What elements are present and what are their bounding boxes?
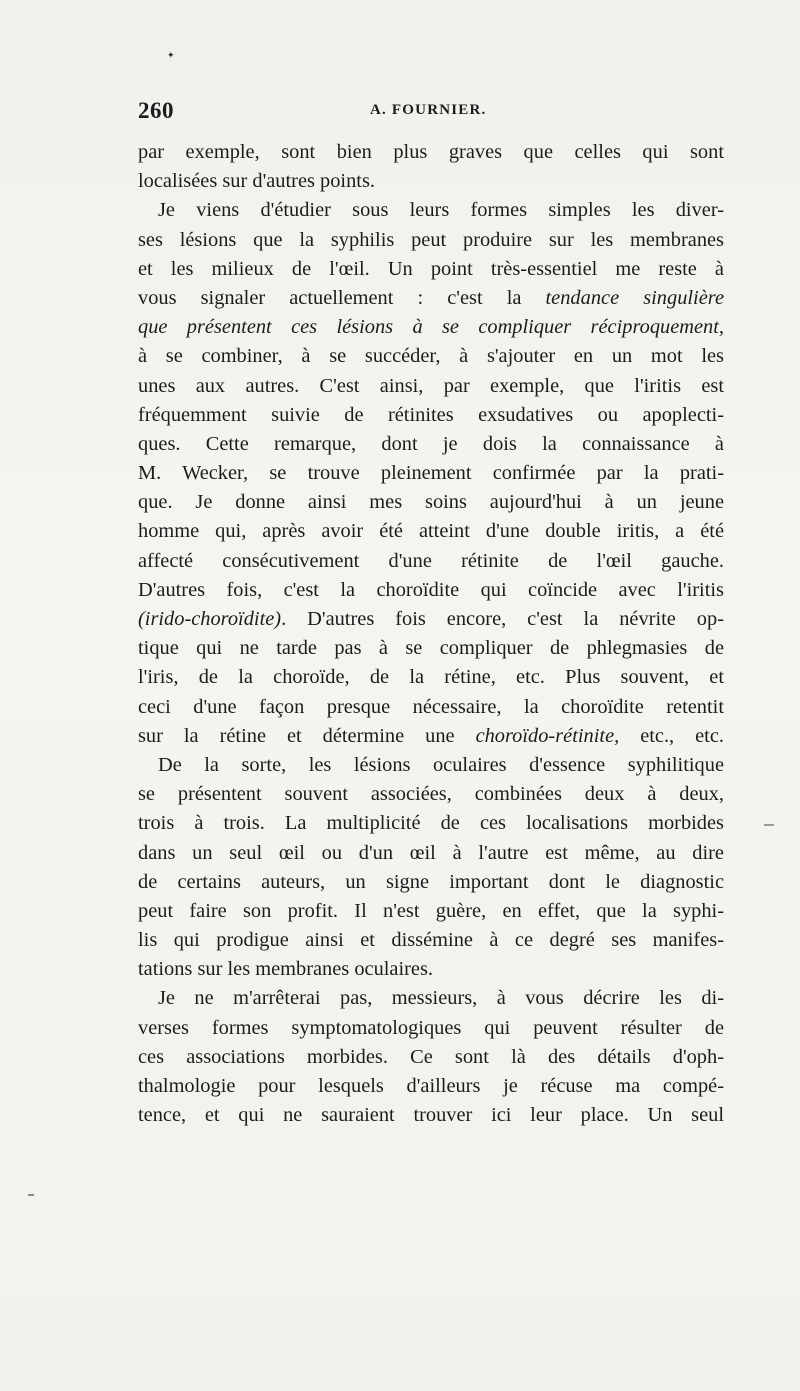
text-line: Je ne m'arrêterai pas, messieurs, à vous décrire les di- — [158, 987, 724, 1010]
text-line: de certains auteurs, un signe important dont le diagnostic — [138, 870, 724, 893]
text-line: tence, et qui ne sauraient trouver ici leur place. Un seul — [138, 1104, 724, 1127]
italic-phrase: choroïdo-rétinite, — [475, 724, 620, 747]
text-line: thalmologie pour lesquels d'ailleurs je récuse ma compé- — [138, 1075, 724, 1097]
text-line: tique qui ne tarde pas à se compliquer de phlegmasies de — [138, 637, 724, 660]
italic-phrase: que présentent ces lésions à se compliquer réciproquement, — [138, 316, 724, 339]
text-line: et les milieux de l'œil. Un point très-essentiel me reste à — [138, 257, 724, 280]
text-line: ses lésions que la syphilis peut produire sur les membranes — [138, 228, 724, 251]
text-line: De la sorte, les lésions oculaires d'essence syphilitique — [158, 753, 724, 776]
margin-mark — [28, 1194, 34, 1196]
text-line — [138, 313, 724, 342]
text-line: ceci d'une façon presque nécessaire, la choroïdite retentit — [138, 695, 724, 718]
text-line: Je viens d'étudier sous leurs formes simples les diver- — [158, 199, 724, 222]
text-line: vous signaler actuellement : c'est la tendance singulière — [138, 286, 724, 309]
text-line: localisées sur d'autres points. — [138, 170, 375, 193]
text-line: ces associations morbides. Ce sont là des détails d'oph- — [138, 1045, 724, 1068]
text-line: que. Je donne ainsi mes soins aujourd'hui à un jeune — [138, 491, 724, 514]
italic-phrase: tendance singulière — [545, 286, 724, 309]
text-line: verses formes symptomatologiques qui peuvent résulter de — [138, 1016, 724, 1039]
running-head: A. FOURNIER. — [370, 102, 487, 118]
text-line: trois à trois. La multiplicité de ces localisations morbides — [138, 812, 724, 835]
text-line: lis qui prodigue ainsi et dissémine à ce degré ses manifes- — [138, 929, 724, 952]
text-line: l'iris, de la choroïde, de la rétine, etc. Plus souvent, et — [138, 666, 724, 689]
text-line: à se combiner, à se succéder, à s'ajouter en un mot les — [138, 345, 724, 368]
text-line: sur la rétine et détermine une choroïdo-rétinite, etc., etc. — [138, 724, 724, 747]
text-line: D'autres fois, c'est la choroïdite qui coïncide avec l'iritis — [138, 578, 724, 601]
body-text — [138, 138, 724, 1130]
text-line: peut faire son profit. Il n'est guère, en effet, que la syphi- — [138, 899, 724, 922]
text-line: fréquemment suivie de rétinites exsudatives ou apoplecti- — [138, 403, 724, 426]
margin-mark — [764, 824, 774, 826]
page-number: 260 — [138, 98, 174, 123]
text-line: homme qui, après avoir été atteint d'une double iritis, a été — [138, 520, 724, 543]
text-line: par exemple, sont bien plus graves que celles qui sont — [138, 141, 724, 163]
text-line: affecté consécutivement d'une rétinite de l'œil gauche. — [138, 549, 724, 572]
text-line: (irido-choroïdite). D'autres fois encore, c'est la névrite op- — [138, 608, 724, 630]
italic-phrase: (irido-choroïdite) — [138, 608, 282, 630]
text-line: tations sur les membranes oculaires. — [138, 958, 434, 981]
ink-speck-mark: ✦ — [167, 50, 175, 60]
text-line: ques. Cette remarque, dont je dois la connaissance à — [138, 432, 724, 455]
text-line: dans un seul œil ou d'un œil à l'autre est même, au dire — [138, 841, 724, 864]
text-line: unes aux autres. C'est ainsi, par exemple, que l'iritis est — [138, 374, 724, 397]
text-line: se présentent souvent associées, combinées deux à deux, — [138, 783, 724, 806]
page-header — [138, 98, 724, 128]
text-line: M. Wecker, se trouve pleinement confirmée par la prati- — [138, 462, 724, 485]
